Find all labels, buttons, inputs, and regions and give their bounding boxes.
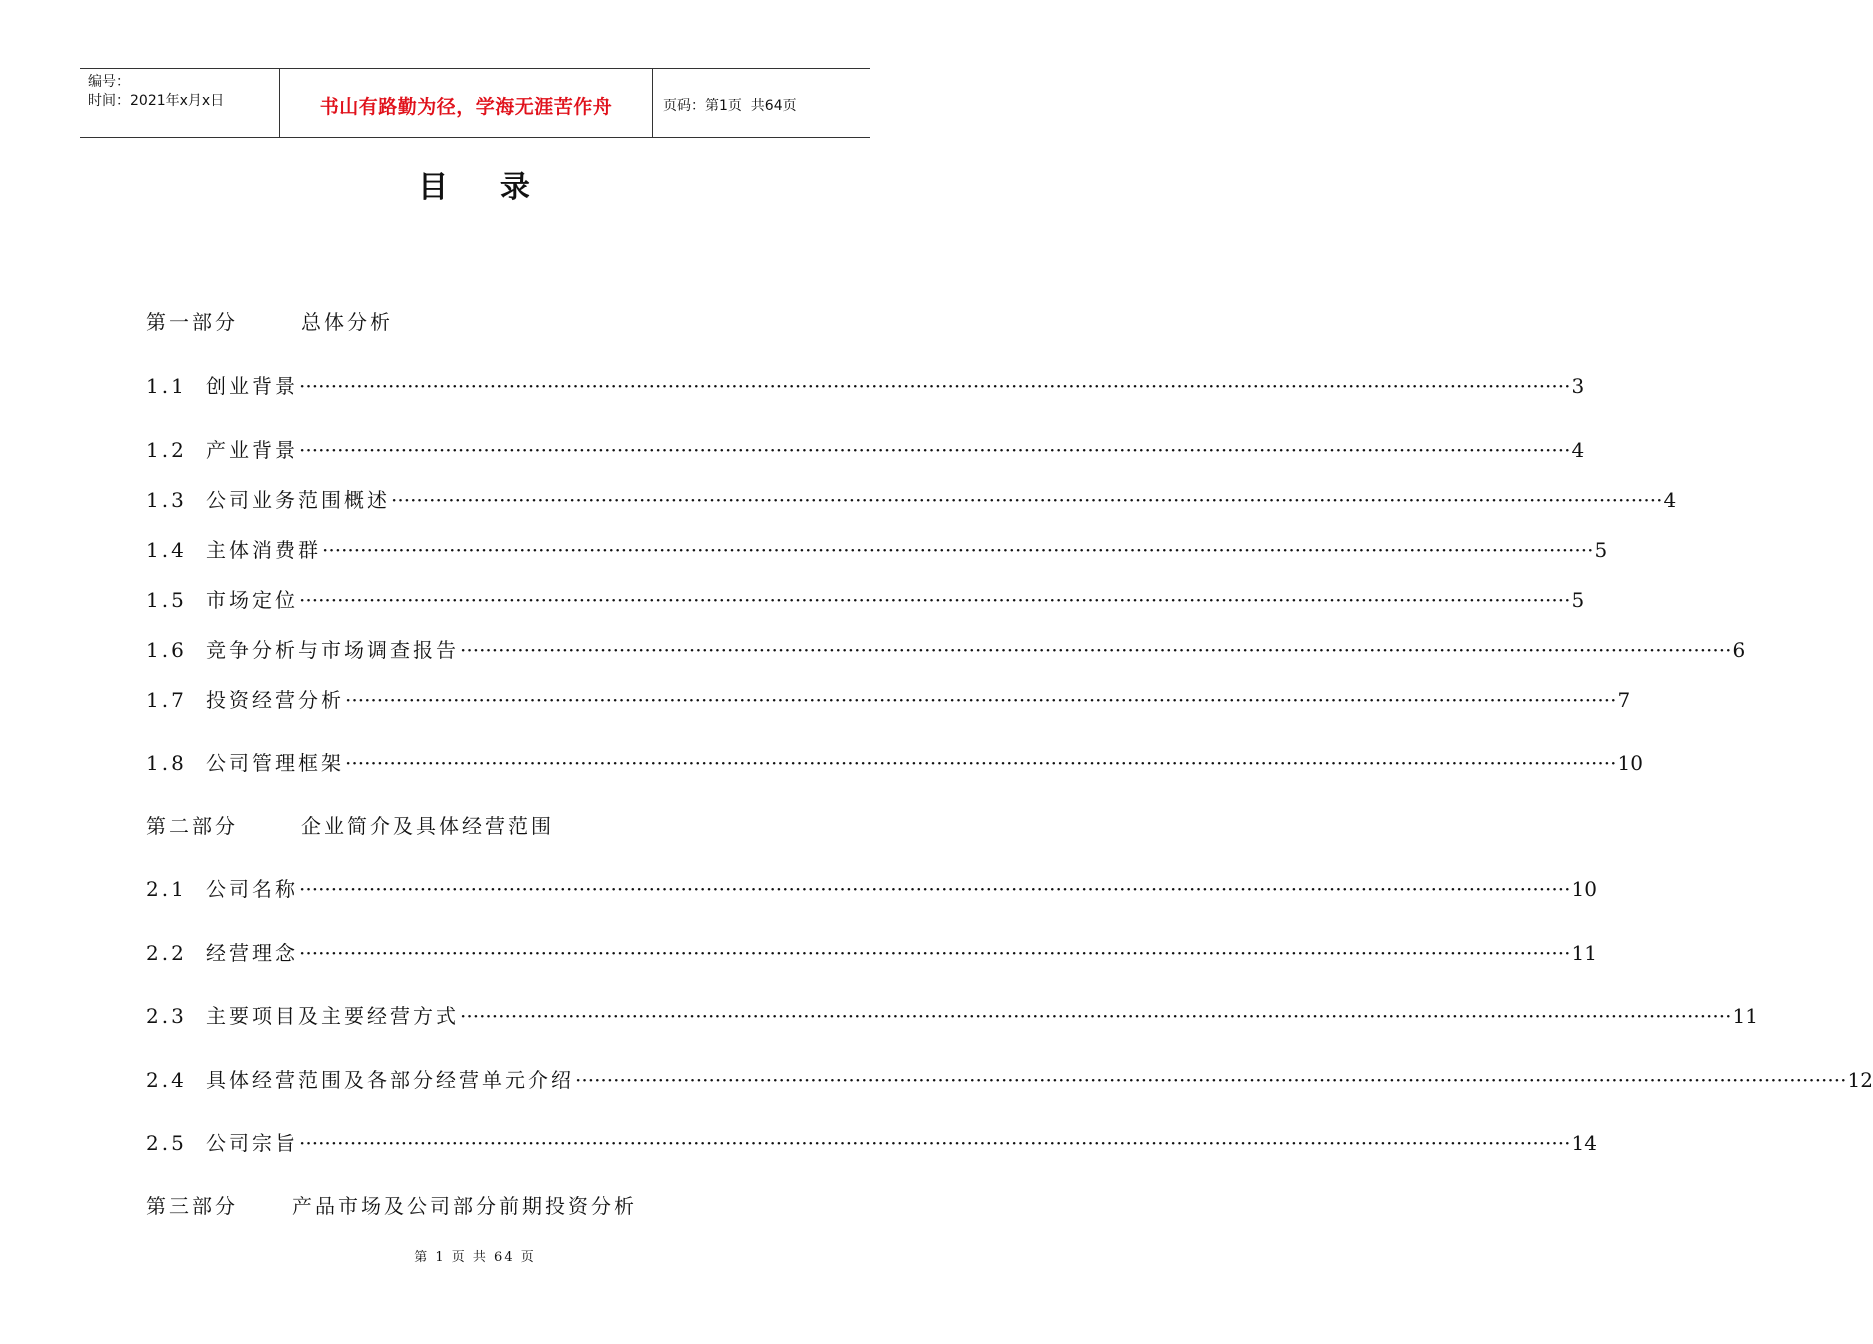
toc-entry-1-8[interactable] <box>146 747 1643 775</box>
header-number-label: 编号： <box>88 74 130 90</box>
toc-part-title: 企业简介及具体经营范围 <box>301 814 554 838</box>
header-time-label: 时间：2021年x月x日 <box>88 93 225 109</box>
toc-entry-number: 1.3 <box>146 488 187 512</box>
page-title: 目 录 <box>418 170 532 205</box>
toc-entry-text: 主要项目及主要经营方式 <box>206 1004 459 1028</box>
toc-leader-dots: ········································································································································································································ <box>345 751 1617 775</box>
toc-part-2[interactable] <box>146 810 554 838</box>
toc-leader-dots: ········································································································································································································ <box>299 588 1571 612</box>
toc-entry-number: 2.1 <box>146 877 187 901</box>
toc-entry-text: 公司名称 <box>206 877 298 901</box>
toc-entry-2-3[interactable] <box>146 1000 1758 1028</box>
toc-entry-text: 产业背景 <box>206 438 298 462</box>
toc-entry-number: 2.2 <box>146 941 187 965</box>
toc-entry-number: 1.5 <box>146 588 187 612</box>
toc-entry-text: 创业背景 <box>206 374 298 398</box>
toc-entry-text: 具体经营范围及各部分经营单元介绍 <box>206 1068 574 1092</box>
header-motto: 书山有路勤为径，学海无涯苦作舟 <box>280 69 653 137</box>
toc-leader-dots: ········································································································································································································ <box>299 1131 1571 1155</box>
toc-entry-1-2[interactable] <box>146 434 1585 462</box>
toc-part-title: 总体分析 <box>301 310 393 334</box>
toc-leader-dots: ········································································································································································································ <box>299 438 1571 462</box>
toc-entry-page: 7 <box>1617 688 1631 712</box>
toc-entry-text: 市场定位 <box>206 588 298 612</box>
toc-entry-number: 1.6 <box>146 638 187 662</box>
toc-entry-1-7[interactable] <box>146 684 1631 712</box>
toc-entry-1-6[interactable] <box>146 634 1746 662</box>
toc-entry-1-3[interactable] <box>146 484 1677 512</box>
toc-entry-text: 经营理念 <box>206 941 298 965</box>
header-page-info: 页码：第1页 共64页 <box>663 98 797 114</box>
toc-entry-number: 1.8 <box>146 751 187 775</box>
toc-entry-page: 3 <box>1571 374 1585 398</box>
toc-entry-2-2[interactable] <box>146 937 1597 965</box>
toc-entry-page: 5 <box>1571 588 1585 612</box>
toc-entry-text: 竞争分析与市场调查报告 <box>206 638 459 662</box>
toc-entry-page: 10 <box>1571 877 1597 901</box>
toc-entry-number: 1.2 <box>146 438 187 462</box>
toc-entry-page: 11 <box>1732 1004 1758 1028</box>
toc-part-label: 第二部分 <box>146 814 238 838</box>
toc-entry-page: 6 <box>1732 638 1746 662</box>
toc-entry-page: 14 <box>1571 1131 1597 1155</box>
header-meta <box>80 69 280 137</box>
toc-entry-number: 2.4 <box>146 1068 187 1092</box>
toc-leader-dots: ········································································································································································································ <box>345 688 1617 712</box>
toc-part-title: 产品市场及公司部分前期投资分析 <box>292 1194 637 1218</box>
toc-entry-number: 1.1 <box>146 374 187 398</box>
toc-entry-1-4[interactable] <box>146 534 1608 562</box>
toc-leader-dots: ········································································································································································································ <box>299 877 1571 901</box>
toc-leader-dots: ········································································································································································································ <box>460 1004 1732 1028</box>
toc-entry-text: 投资经营分析 <box>206 688 344 712</box>
toc-part-3[interactable] <box>146 1190 637 1218</box>
toc-entry-text: 公司宗旨 <box>206 1131 298 1155</box>
toc-entry-1-5[interactable] <box>146 584 1585 612</box>
toc-entry-page: 11 <box>1571 941 1597 965</box>
toc-entry-number: 1.7 <box>146 688 187 712</box>
toc-part-label: 第一部分 <box>146 310 238 334</box>
toc-entry-1-1[interactable] <box>146 370 1585 398</box>
toc-entry-text: 公司业务范围概述 <box>206 488 390 512</box>
toc-leader-dots: ········································································································································································································ <box>299 374 1571 398</box>
toc-part-label: 第三部分 <box>146 1194 238 1218</box>
toc-leader-dots: ········································································································································································································ <box>299 941 1571 965</box>
toc-entry-page: 4 <box>1663 488 1677 512</box>
toc-leader-dots: ········································································································································································································ <box>460 638 1732 662</box>
toc-entry-number: 2.3 <box>146 1004 187 1028</box>
toc-entry-2-4[interactable] <box>146 1064 1873 1092</box>
toc-entry-page: 12 <box>1847 1068 1873 1092</box>
toc-part-1[interactable] <box>146 306 393 334</box>
page-header <box>80 68 870 138</box>
toc-entry-2-5[interactable] <box>146 1127 1597 1155</box>
toc-entry-text: 公司管理框架 <box>206 751 344 775</box>
toc-entry-text: 主体消费群 <box>206 538 321 562</box>
toc-entry-number: 1.4 <box>146 538 187 562</box>
toc-leader-dots: ········································································································································································································ <box>391 488 1663 512</box>
page-footer: 第 1 页 共 64 页 <box>414 1250 536 1265</box>
toc-entry-page: 10 <box>1617 751 1643 775</box>
toc-entry-page: 4 <box>1571 438 1585 462</box>
toc-entry-page: 5 <box>1594 538 1608 562</box>
toc-entry-number: 2.5 <box>146 1131 187 1155</box>
toc-leader-dots: ········································································································································································································ <box>575 1068 1847 1092</box>
toc-entry-2-1[interactable] <box>146 873 1597 901</box>
toc-leader-dots: ········································································································································································································ <box>322 538 1594 562</box>
